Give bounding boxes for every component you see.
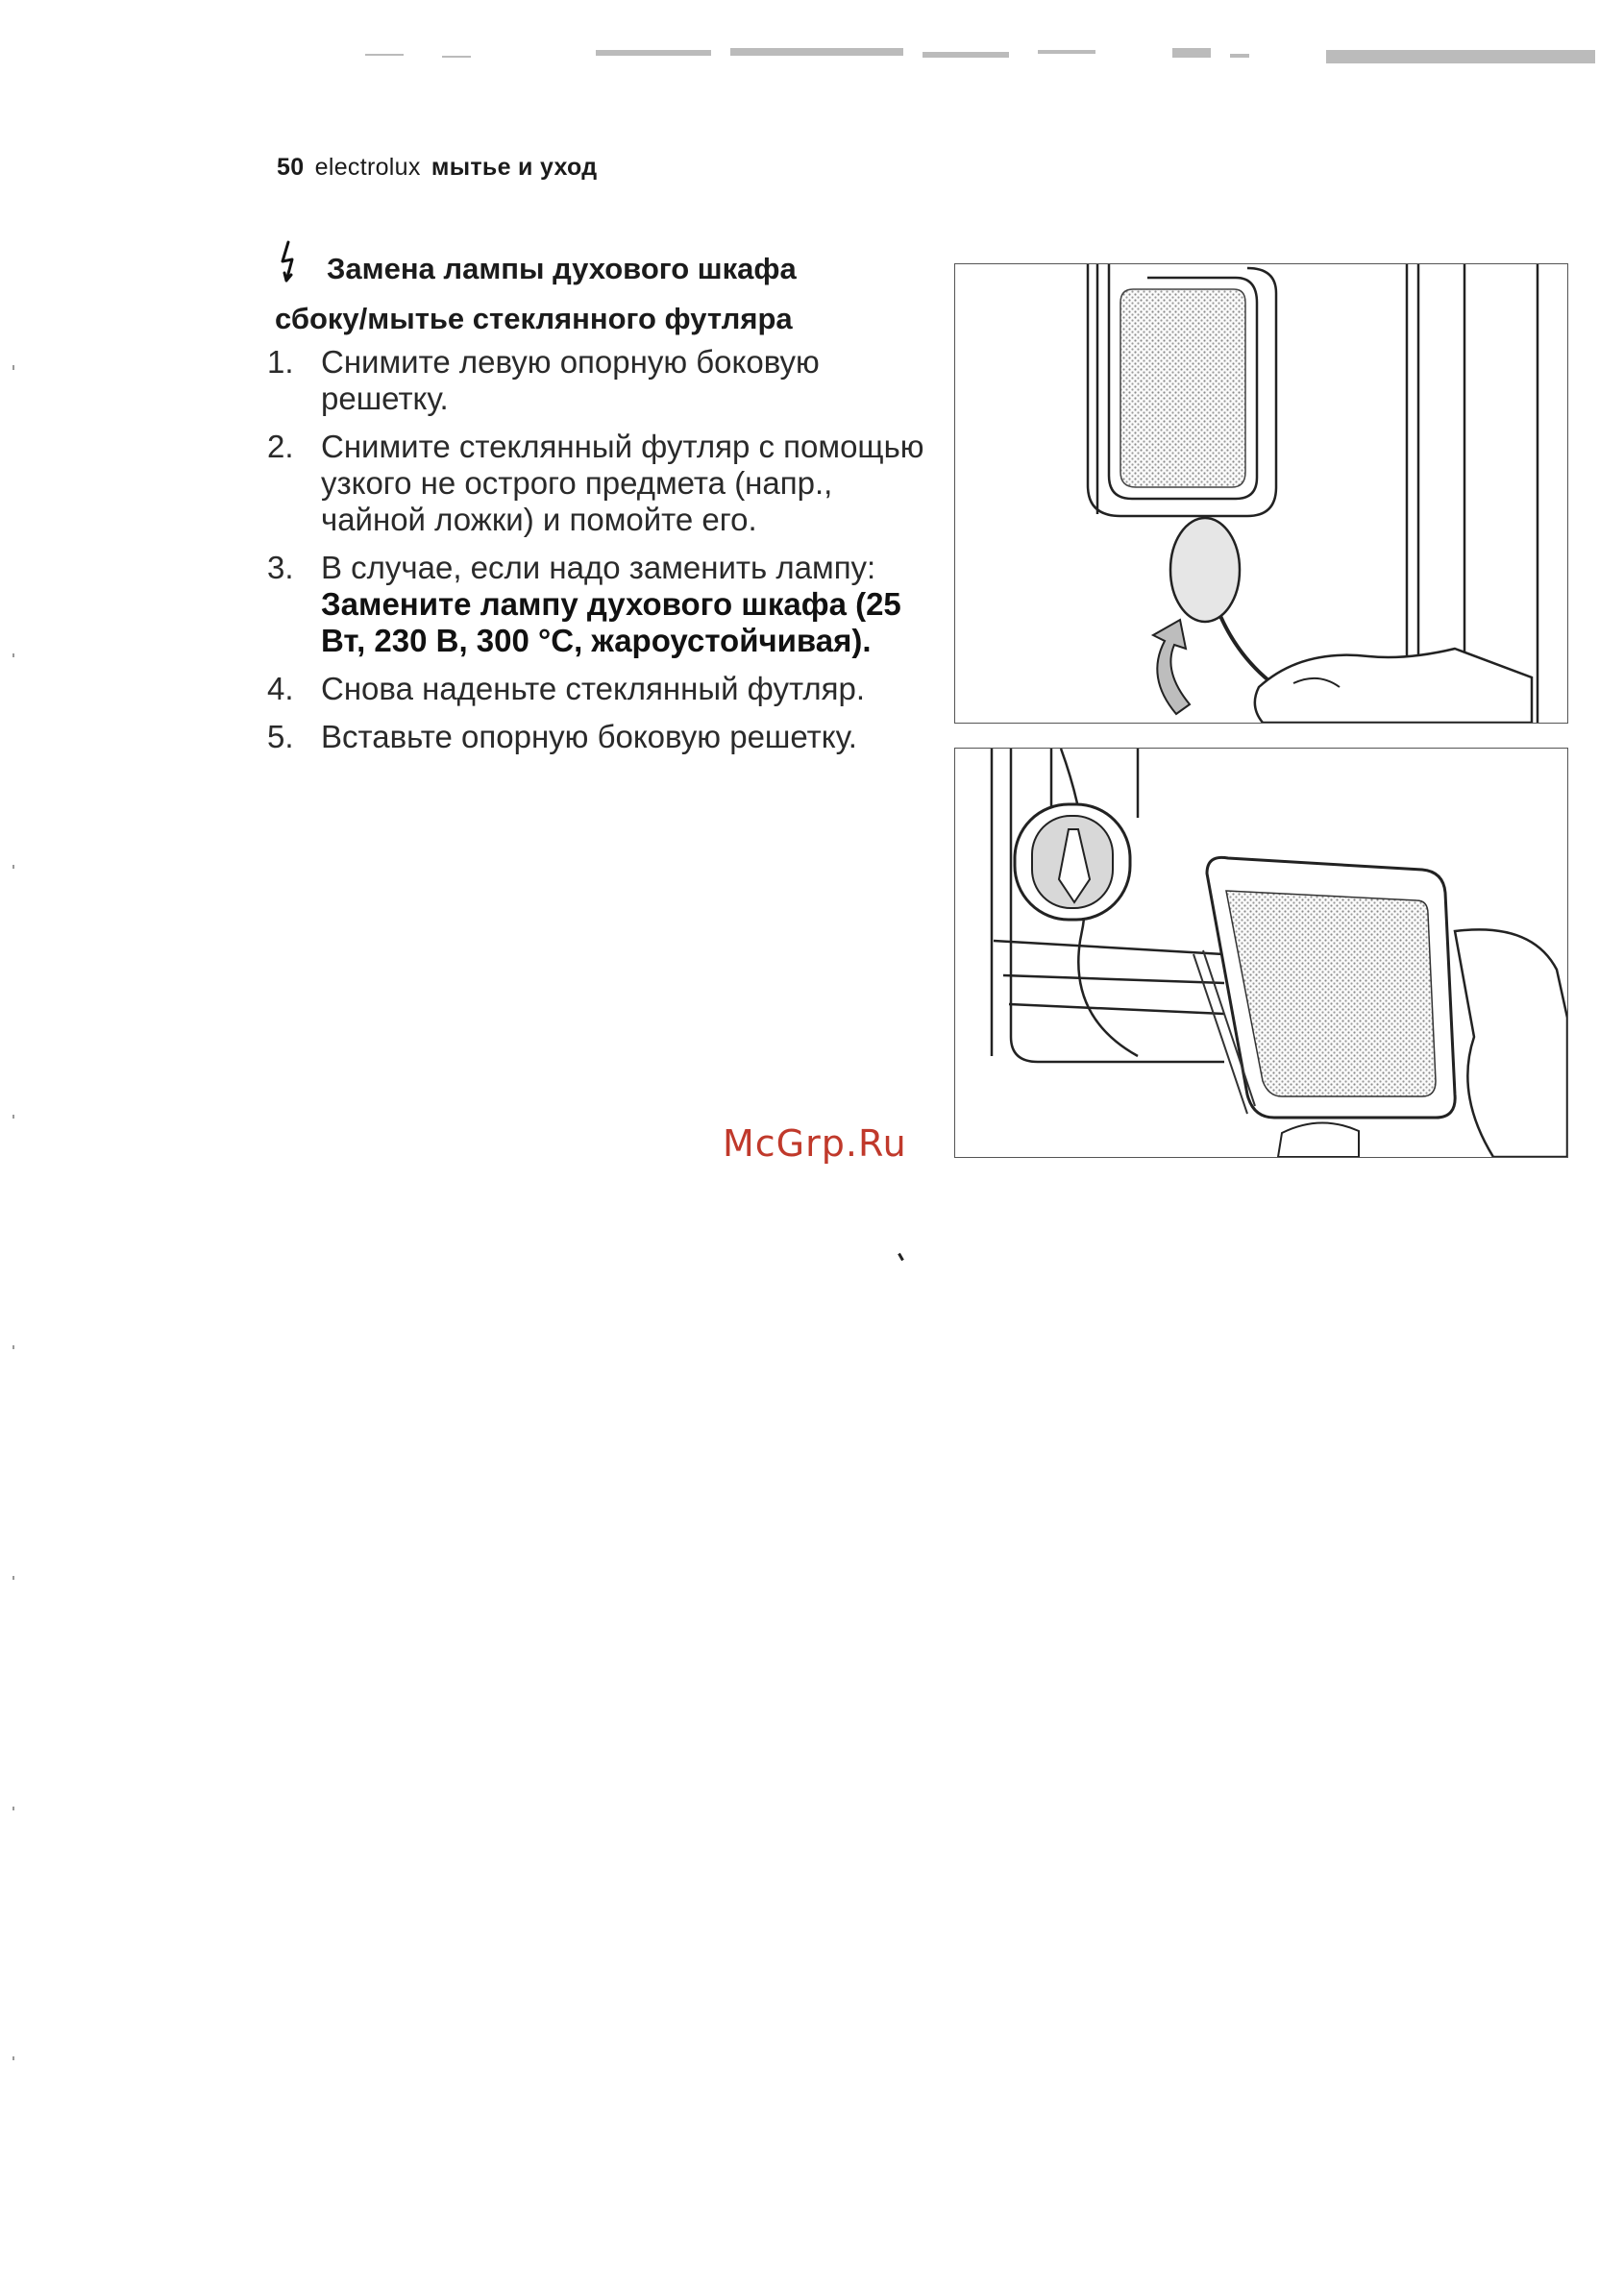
section-title-line-1: Замена лампы духового шкафа bbox=[327, 252, 797, 285]
figure-remove-cover bbox=[954, 263, 1568, 724]
scan-noise bbox=[365, 40, 1614, 79]
step-warning: Замените лампу духового шкафа (25 Вт, 230 В, 300 °С, жароустойчивая). bbox=[321, 586, 901, 658]
step-text: Снимите стеклянный футляр с помощью узкого не острого предмета (напр., чайной ложки) и помойте его. bbox=[321, 429, 924, 537]
step-number: 1. bbox=[267, 344, 294, 380]
lamp-cover-illustration bbox=[955, 749, 1567, 1157]
step-item bbox=[267, 671, 930, 707]
step-text: Снимите левую опорную боковую решетку. bbox=[321, 344, 820, 416]
spoon-lever-illustration bbox=[955, 264, 1567, 723]
step-number: 4. bbox=[267, 671, 294, 706]
figure-lamp-and-cover bbox=[954, 748, 1568, 1158]
section-title bbox=[275, 240, 947, 344]
margin-dots bbox=[12, 365, 15, 2143]
step-item bbox=[267, 719, 930, 755]
section-name: мытье и уход bbox=[431, 154, 598, 181]
step-number: 5. bbox=[267, 719, 294, 754]
step-text: В случае, если надо заменить лампу: bbox=[321, 550, 876, 585]
watermark: McGrp.Ru bbox=[723, 1122, 907, 1165]
step-text: Снова наденьте стеклянный футляр. bbox=[321, 671, 865, 706]
stray-mark bbox=[898, 1253, 904, 1261]
step-item bbox=[267, 429, 930, 538]
step-number: 3. bbox=[267, 550, 294, 585]
step-number: 2. bbox=[267, 429, 294, 464]
step-item bbox=[267, 550, 930, 659]
step-text: Вставьте опорную боковую решетку. bbox=[321, 719, 857, 754]
page-header bbox=[277, 154, 597, 182]
step-list bbox=[267, 344, 930, 767]
page-number: 50 bbox=[277, 154, 305, 181]
lightning-bolt-icon bbox=[275, 240, 304, 284]
section-title-line-2: сбоку/мытье стеклянного футляра bbox=[275, 302, 793, 335]
brand-name: electrolux bbox=[314, 154, 421, 181]
step-item bbox=[267, 344, 930, 417]
